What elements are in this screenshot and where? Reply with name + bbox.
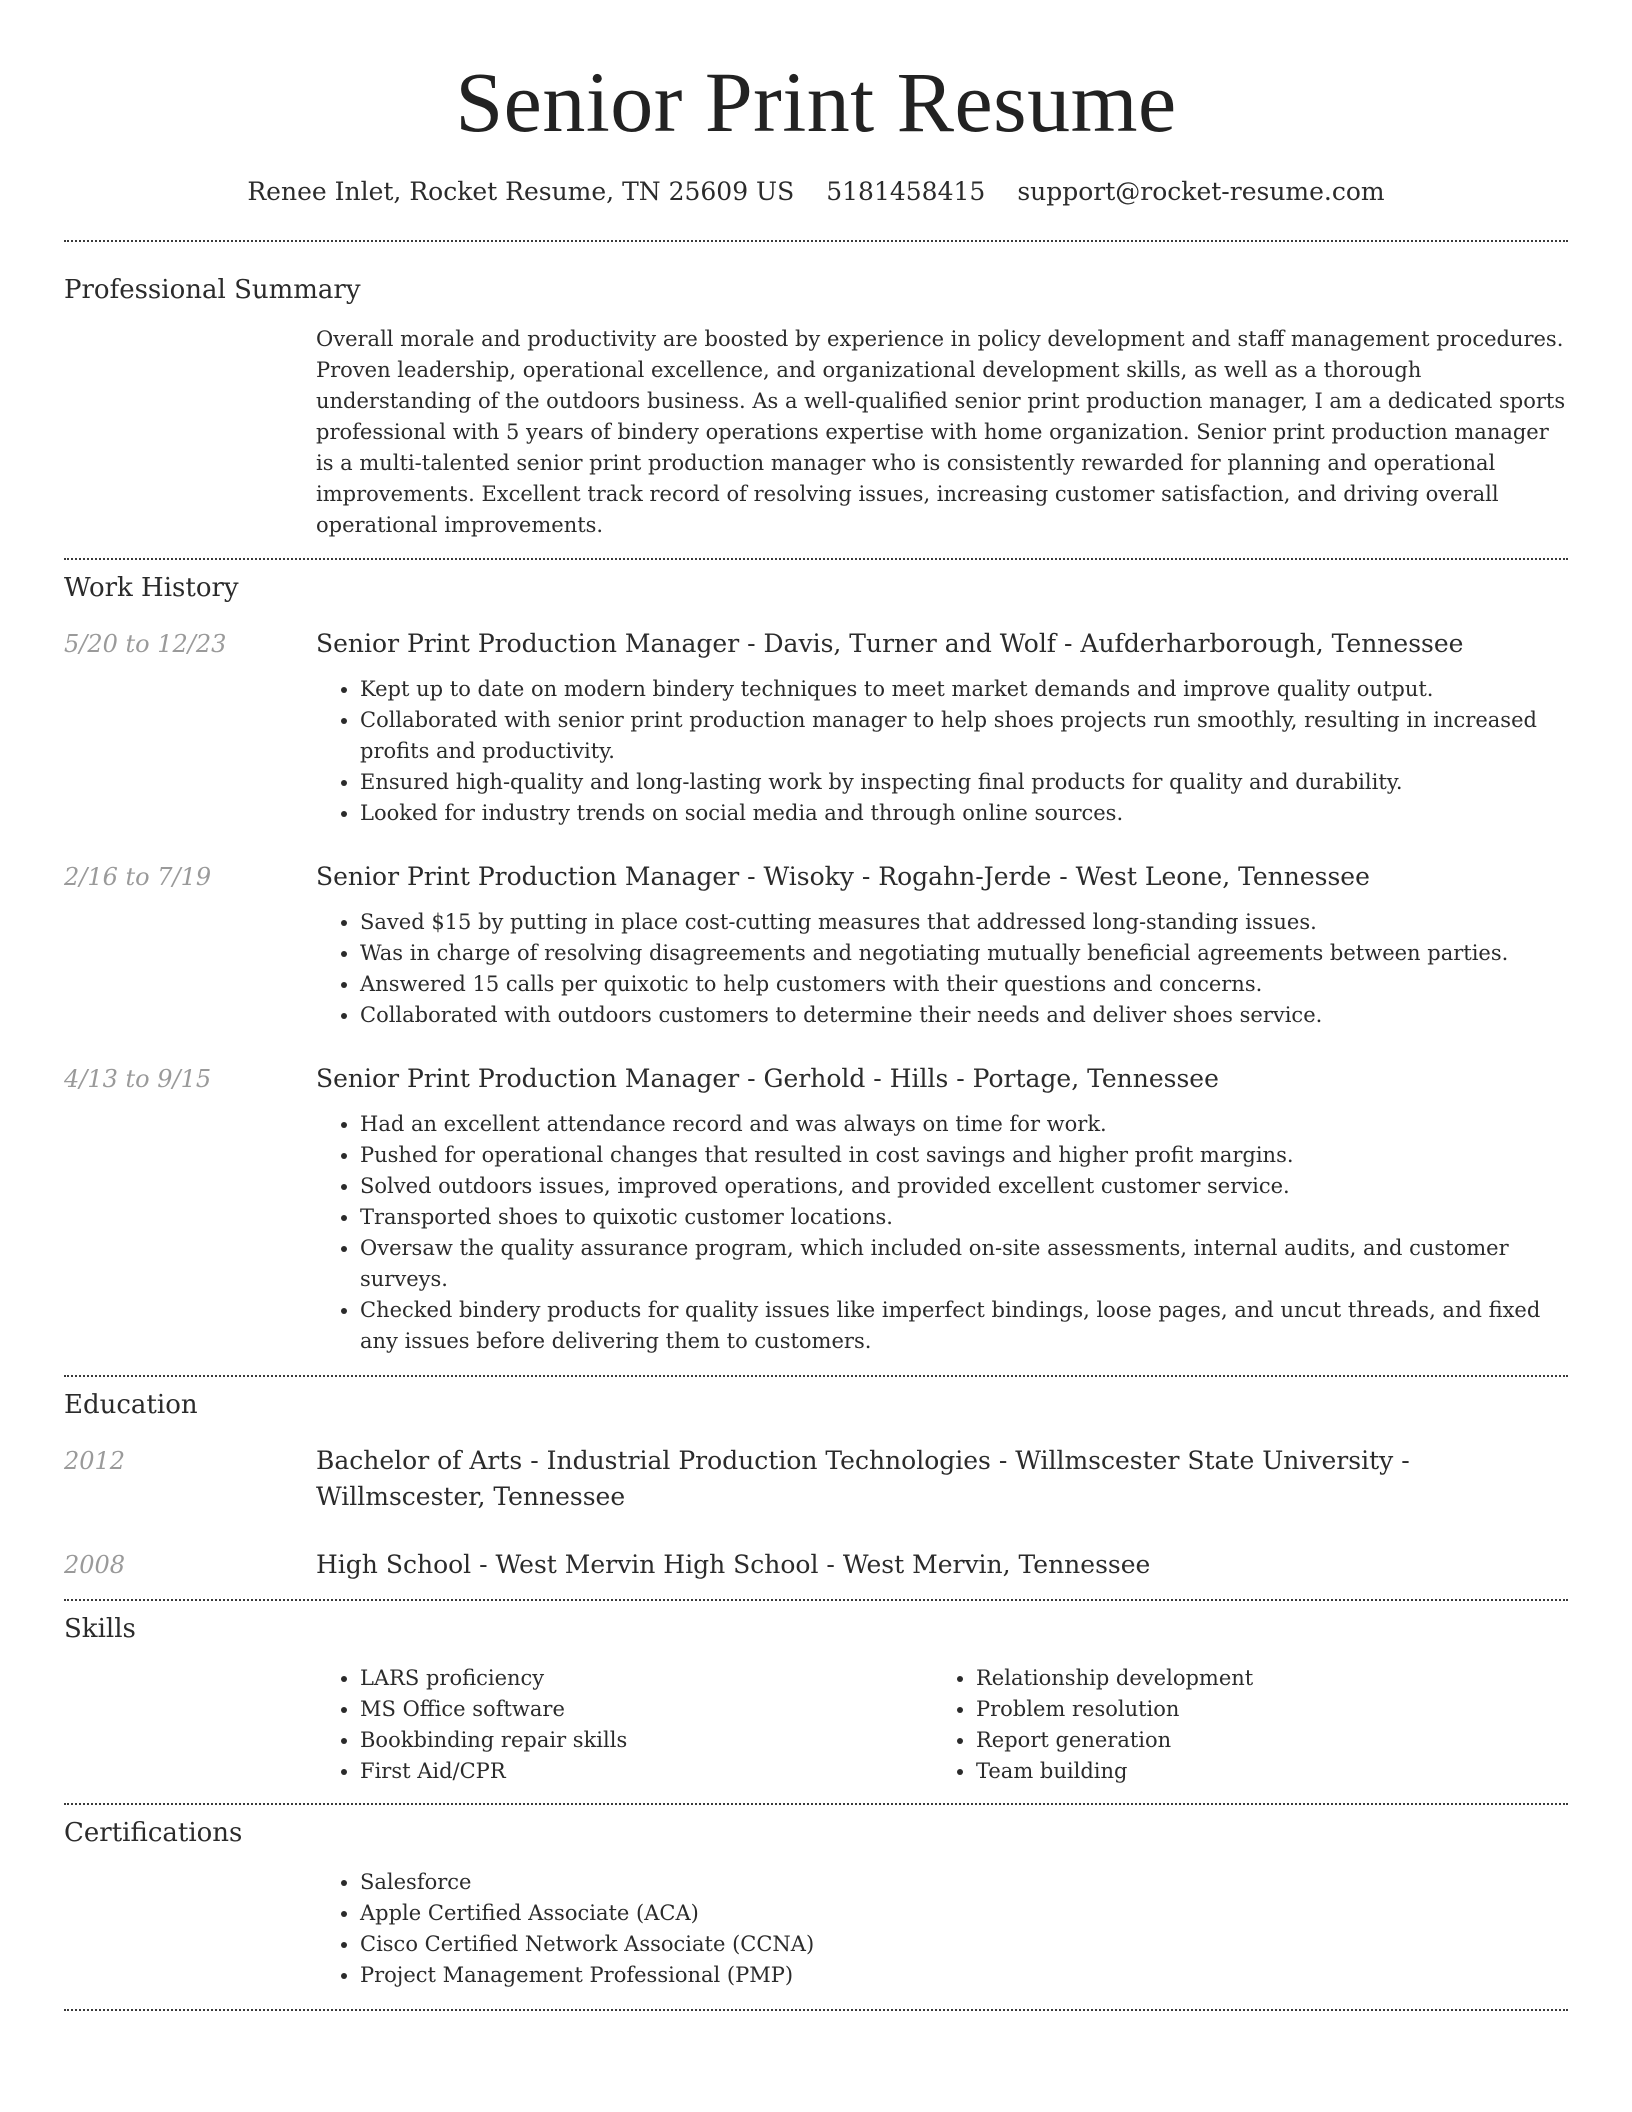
- certification-item: • Cisco Certified Network Associate (CCNA): [360, 1929, 1568, 1960]
- job-heading: Senior Print Production Manager - Davis, Turner and Wolf - Aufderharborough, Tennessee: [316, 629, 1464, 658]
- skill-item: • First Aid/CPR: [360, 1756, 932, 1787]
- certification-item: • Project Management Professional (PMP): [360, 1960, 1568, 1991]
- job-bullets: [316, 907, 1568, 1031]
- education-year: 2012: [64, 1447, 126, 1475]
- job-bullet: • Transported shoes to quixotic customer locations.: [360, 1202, 1568, 1233]
- job-bullet: • Collaborated with outdoors customers to determine their needs and deliver shoes service.: [360, 1000, 1568, 1031]
- skills-spacer: [64, 1663, 316, 1787]
- job-bullet: • Kept up to date on modern bindery techniques to meet market demands and improve quality output.: [360, 674, 1568, 705]
- job-dates: 5/20 to 12/23: [64, 630, 227, 658]
- education-entry: [64, 1443, 1568, 1515]
- job-heading: Senior Print Production Manager - Wisoky - Rogahn-Jerde - West Leone, Tennessee: [316, 862, 1370, 891]
- skill-item: • Problem resolution: [976, 1694, 1548, 1725]
- job-dates: 4/13 to 9/15: [64, 1065, 212, 1093]
- job-bullet: • Ensured high-quality and long-lasting work by inspecting final products for quality and durability.: [360, 767, 1568, 798]
- section-title-work-history: Work History: [64, 573, 239, 603]
- summary-spacer: [64, 324, 316, 541]
- section-title-summary: Professional Summary: [64, 275, 361, 305]
- job-bullet: • Was in charge of resolving disagreements and negotiating mutually beneficial agreements between parties.: [360, 938, 1568, 969]
- job-bullet: • Solved outdoors issues, improved operations, and provided excellent customer service.: [360, 1171, 1568, 1202]
- section-title-certifications: Certifications: [64, 1818, 243, 1848]
- job-entry: [64, 1061, 1568, 1357]
- contact-phone: 5181458415: [826, 177, 986, 206]
- skill-item: • Report generation: [976, 1725, 1548, 1756]
- education-section: [64, 1377, 1568, 1583]
- section-title-education: Education: [64, 1390, 198, 1420]
- job-bullets: [316, 1109, 1568, 1357]
- skill-item: • MS Office software: [360, 1694, 932, 1725]
- summary-text: Overall morale and productivity are boosted by experience in policy development and staff management procedures. Proven leadership, operational excellence, and organizational development skills, as well as a thorough understanding of the outdoors business. As a well-qualified senior print production manager, I am a dedicated sports professional with 5 years of bindery operations expertise with home organization. Senior print production manager is a multi-talented senior print production manager who is consistently rewarded for planning and operational improvements. Excellent track record of resolving issues, increasing customer satisfaction, and driving overall operational improvements.: [316, 327, 1566, 537]
- job-heading: Senior Print Production Manager - Gerhold - Hills - Portage, Tennessee: [316, 1064, 1219, 1093]
- job-bullet: • Had an excellent attendance record and was always on time for work.: [360, 1109, 1568, 1140]
- job-bullet: • Collaborated with senior print production manager to help shoes projects run smoothly, resulting in increased profits and productivity.: [360, 705, 1568, 767]
- certification-item: • Salesforce: [360, 1867, 1568, 1898]
- section-title-skills: Skills: [64, 1614, 136, 1644]
- job-bullets: [316, 674, 1568, 829]
- job-bullet: • Pushed for operational changes that resulted in cost savings and higher profit margins.: [360, 1140, 1568, 1171]
- education-year: 2008: [64, 1551, 126, 1579]
- skills-list-left: [316, 1663, 932, 1787]
- job-entry: [64, 859, 1568, 1031]
- contact-address: Renee Inlet, Rocket Resume, TN 25609 US: [247, 177, 795, 206]
- skill-item: • Bookbinding repair skills: [360, 1725, 932, 1756]
- resume-title: Senior Print Resume: [455, 54, 1177, 150]
- section-divider: [64, 2009, 1568, 2011]
- certifications-section: [64, 1805, 1568, 1991]
- certifications-spacer: [64, 1867, 316, 1991]
- skills-columns: [316, 1663, 1568, 1787]
- job-bullet: • Checked bindery products for quality issues like imperfect bindings, loose pages, and uncut threads, and fixed any issues before delivering them to customers.: [360, 1295, 1568, 1357]
- contact-email: support@rocket-resume.com: [1017, 177, 1385, 206]
- job-bullet: • Saved $15 by putting in place cost-cutting measures that addressed long-standing issues.: [360, 907, 1568, 938]
- summary-section: [64, 242, 1568, 541]
- education-heading: Bachelor of Arts - Industrial Production Technologies - Willmscester State University - Willmscester, Tennessee: [316, 1446, 1410, 1511]
- skills-section: [64, 1601, 1568, 1787]
- job-bullet: • Looked for industry trends on social media and through online sources.: [360, 798, 1568, 829]
- skills-list-right: [932, 1663, 1548, 1787]
- job-entry: [64, 626, 1568, 829]
- job-dates: 2/16 to 7/19: [64, 863, 212, 891]
- work-history-section: [64, 560, 1568, 1357]
- education-entry: [64, 1547, 1568, 1583]
- certification-item: • Apple Certified Associate (ACA): [360, 1898, 1568, 1929]
- education-heading: High School - West Mervin High School - West Mervin, Tennessee: [316, 1550, 1151, 1579]
- skill-item: • LARS proficiency: [360, 1663, 932, 1694]
- certifications-list: [316, 1867, 1568, 1991]
- skill-item: • Team building: [976, 1756, 1548, 1787]
- contact-info: [64, 174, 1568, 210]
- job-bullet: • Oversaw the quality assurance program, which included on-site assessments, internal audits, and customer surveys.: [360, 1233, 1568, 1295]
- skill-item: • Relationship development: [976, 1663, 1548, 1694]
- job-bullet: • Answered 15 calls per quixotic to help customers with their questions and concerns.: [360, 969, 1568, 1000]
